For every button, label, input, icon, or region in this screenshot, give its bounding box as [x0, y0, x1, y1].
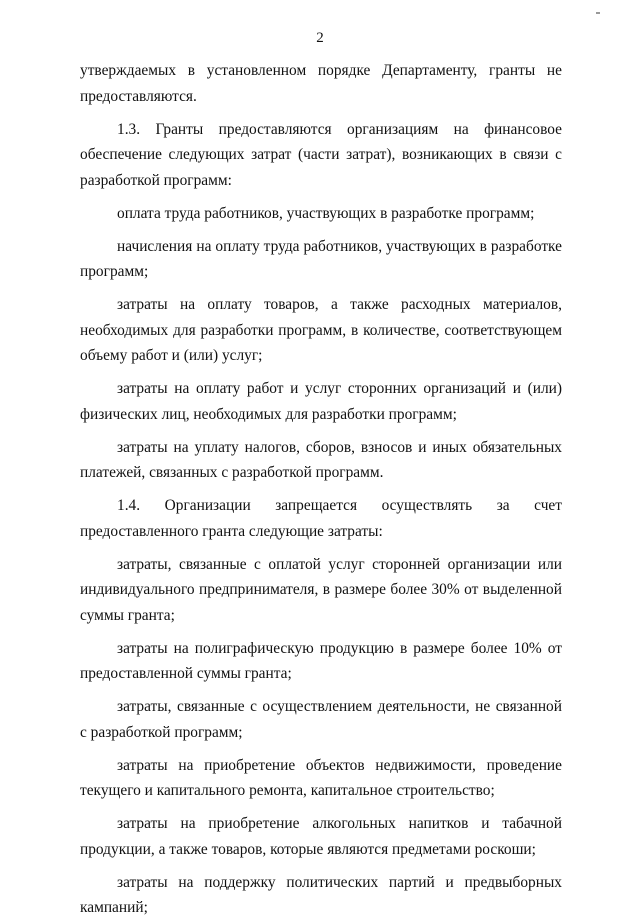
scan-mark — [596, 12, 600, 14]
paragraph-item: затраты, связанные с оплатой услуг сторонней организации или индивидуального предпринимателя, в размере более 30% от выделенной суммы гранта; — [80, 555, 562, 624]
paragraph-item: затраты, связанные с осуществлением деятельности, не связанной с разработкой программ; — [80, 698, 562, 741]
paragraph-item: затраты на приобретение алкогольных напитков и табачной продукции, а также товаров, которые являются предметами роскоши; — [80, 815, 562, 858]
paragraph-clause-1-4: 1.4. Организации запрещается осуществлять за счет предоставленного гранта следующие затраты: — [80, 497, 562, 540]
paragraph-clause-1-3: 1.3. Гранты предоставляются организациям на финансовое обеспечение следующих затрат (части затрат), возникающих в связи с разработкой программ: — [80, 120, 562, 189]
paragraph-continuation: утверждаемых в установленном порядке Департаменту, гранты не предоставляются. — [80, 62, 562, 105]
paragraph-item: затраты на оплату работ и услуг сторонних организаций и (или) физических лиц, необходимых для разработки программ; — [80, 380, 562, 423]
paragraph-item: оплата труда работников, участвующих в разработке программ; — [117, 204, 535, 222]
paragraph-item: затраты на уплату налогов, сборов, взносов и иных обязательных платежей, связанных с разработкой программ. — [80, 438, 562, 481]
page-number: 2 — [316, 30, 324, 46]
paragraph-item: начисления на оплату труда работников, участвующих в разработке программ; — [80, 237, 562, 280]
paragraph-item: затраты на полиграфическую продукцию в размере более 10% от предоставленной суммы гранта; — [80, 639, 562, 682]
paragraph-item: затраты на оплату товаров, а также расходных материалов, необходимых для разработки программ, в количестве, соответствующем объему работ и (или) услуг; — [80, 296, 562, 364]
document-body — [80, 58, 562, 921]
paragraph-item: затраты на приобретение объектов недвижимости, проведение текущего и капитального ремонта, капитальное строительство; — [80, 756, 562, 799]
paragraph-item: затраты на поддержку политических партий и предвыборных кампаний; — [80, 873, 562, 916]
